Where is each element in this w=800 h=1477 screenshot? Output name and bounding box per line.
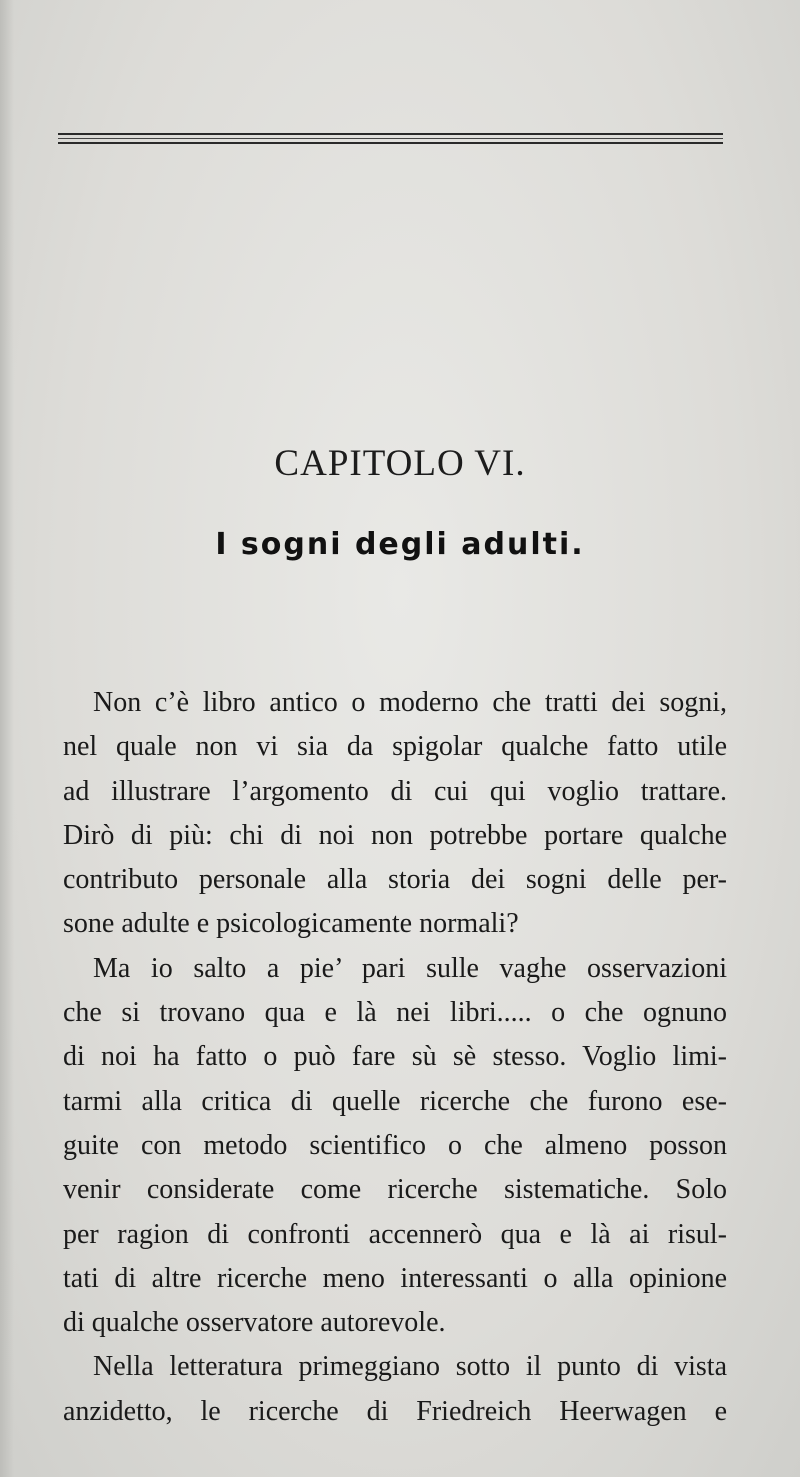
chapter-title: I sogni degli adulti. bbox=[215, 527, 585, 562]
text-line: di qualche osservatore autorevole. bbox=[63, 1307, 446, 1339]
body-text bbox=[63, 681, 727, 1434]
text-line: venir considerate come ricerche sistematiche. Solo bbox=[63, 1174, 727, 1206]
text-line: per ragion di confronti accennerò qua e là ai risul- bbox=[63, 1218, 727, 1250]
text-line: Nella letteratura primeggiano sotto il punto di vista bbox=[93, 1351, 727, 1383]
text-line: contributo personale alla storia dei sogni delle per- bbox=[63, 864, 727, 896]
text-line: guite con metodo scientifico o che almeno posson bbox=[63, 1129, 727, 1161]
rule-line bbox=[58, 138, 723, 139]
text-line: tati di altre ricerche meno interessanti o alla opinione bbox=[63, 1262, 727, 1294]
page-edge-shadow bbox=[0, 0, 14, 1477]
rule-line bbox=[58, 142, 723, 144]
rule-line bbox=[58, 133, 723, 135]
text-line: di noi ha fatto o può fare sù sè stesso. Voglio limi- bbox=[63, 1041, 727, 1073]
text-line: anzidetto, le ricerche di Friedreich Heerwagen e bbox=[63, 1395, 727, 1427]
text-line: ad illustrare l’argomento di cui qui voglio trattare. bbox=[63, 775, 727, 807]
text-line: tarmi alla critica di quelle ricerche che furono ese- bbox=[63, 1085, 727, 1117]
text-line: che si trovano qua e là nei libri..... o che ognuno bbox=[63, 997, 727, 1029]
text-line: sone adulte e psicologicamente normali? bbox=[63, 908, 519, 940]
chapter-number: CAPITOLO VI. bbox=[274, 443, 526, 484]
text-line: Ma io salto a pie’ pari sulle vaghe osservazioni bbox=[93, 952, 727, 984]
text-line: Non c’è libro antico o moderno che tratti dei sogni, bbox=[93, 687, 727, 718]
chapter-header-rule bbox=[58, 133, 723, 147]
text-line: Dirò di più: chi di noi non potrebbe portare qualche bbox=[63, 819, 727, 851]
text-line: nel quale non vi sia da spigolar qualche fatto utile bbox=[63, 731, 727, 763]
